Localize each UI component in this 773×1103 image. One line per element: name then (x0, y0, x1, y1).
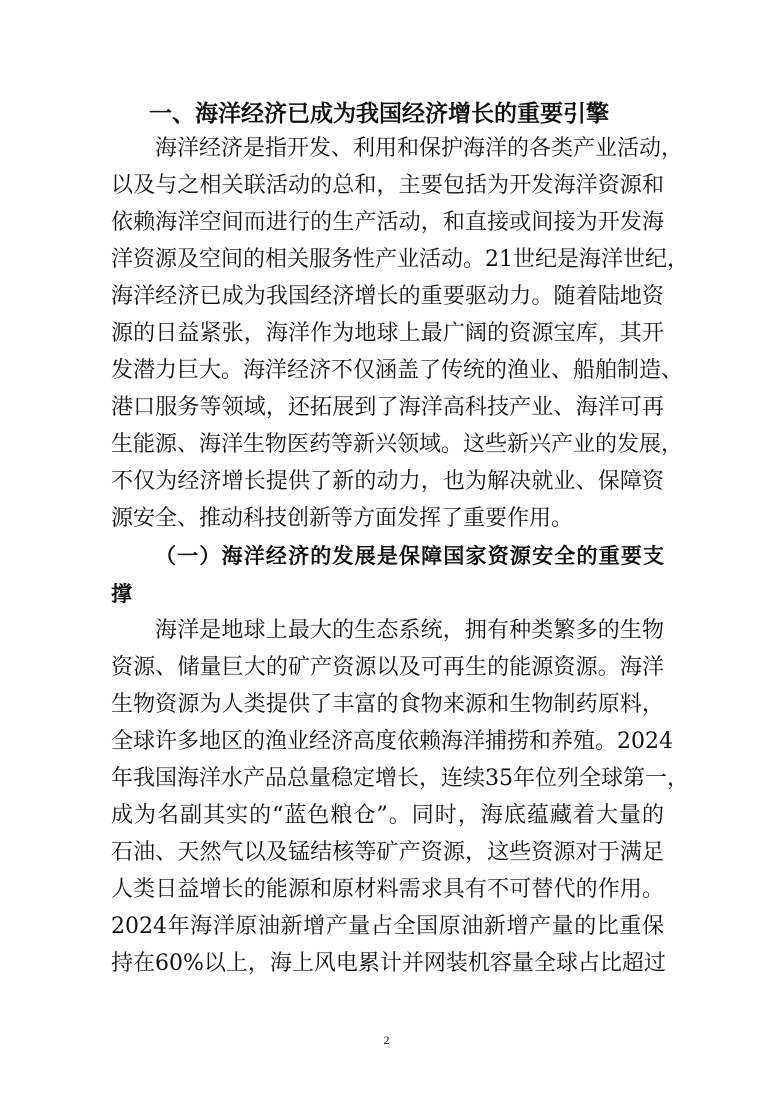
page-number: 2 (383, 1033, 390, 1047)
paragraph-line: 2024年海洋原油新增产量占全国原油新增产量的比重保 (111, 914, 664, 939)
subsection-heading: （一）海洋经济的发展是保障国家资源安全的重要支 (155, 544, 664, 568)
section-heading: 一、海洋经济已成为我国经济增长的重要引擎 (149, 101, 609, 127)
paragraph-line: 依赖海洋空间而进行的生产活动，和直接或间接为开发海 (111, 210, 664, 235)
paragraph-line: 生物资源为人类提供了丰富的食物来源和生物制药原料， (111, 692, 664, 717)
paragraph-line: 发潜力巨大。海洋经济不仅涵盖了传统的渔业、船舶制造、 (111, 358, 684, 383)
paragraph-line: 海洋经济已成为我国经济增长的重要驱动力。随着陆地资 (111, 284, 664, 309)
paragraph-line: 以及与之相关联活动的总和，主要包括为开发海洋资源和 (111, 173, 664, 198)
paragraph-line: 海洋是地球上最大的生态系统，拥有种类繁多的生物 (155, 618, 664, 643)
paragraph-line: 源的日益紧张，海洋作为地球上最广阔的资源宝库，其开 (111, 321, 664, 346)
paragraph-line: 成为名副其实的“蓝色粮仓”。同时，海底蕴藏着大量的 (111, 803, 664, 828)
paragraph-line: 全球许多地区的渔业经济高度依赖海洋捕捞和养殖。2024 (111, 729, 673, 754)
paragraph-line: 资源、储量巨大的矿产资源以及可再生的能源资源。海洋 (111, 655, 664, 680)
subsection-heading-continued: 撑 (111, 582, 132, 606)
paragraph-line: 年我国海洋水产品总量稳定增长，连续35年位列全球第一， (111, 766, 689, 791)
paragraph-line: 生能源、海洋生物医药等新兴领域。这些新兴产业的发展， (111, 432, 684, 457)
paragraph-line: 持在60%以上，海上风电累计并网装机容量全球占比超过 (111, 951, 666, 976)
paragraph-line: 洋资源及空间的相关服务性产业活动。21世纪是海洋世纪， (111, 247, 689, 272)
paragraph-line: 人类日益增长的能源和原材料需求具有不可替代的作用。 (111, 877, 664, 902)
paragraph-line: 源安全、推动科技创新等方面发挥了重要作用。 (111, 506, 574, 531)
paragraph-line: 港口服务等领域，还拓展到了海洋高科技产业、海洋可再 (111, 395, 664, 420)
paragraph-line: 不仅为经济增长提供了新的动力，也为解决就业、保障资 (111, 469, 664, 494)
paragraph-line: 石油、天然气以及锰结核等矿产资源，这些资源对于满足 (111, 840, 664, 865)
paragraph-line: 海洋经济是指开发、利用和保护海洋的各类产业活动， (155, 136, 684, 161)
